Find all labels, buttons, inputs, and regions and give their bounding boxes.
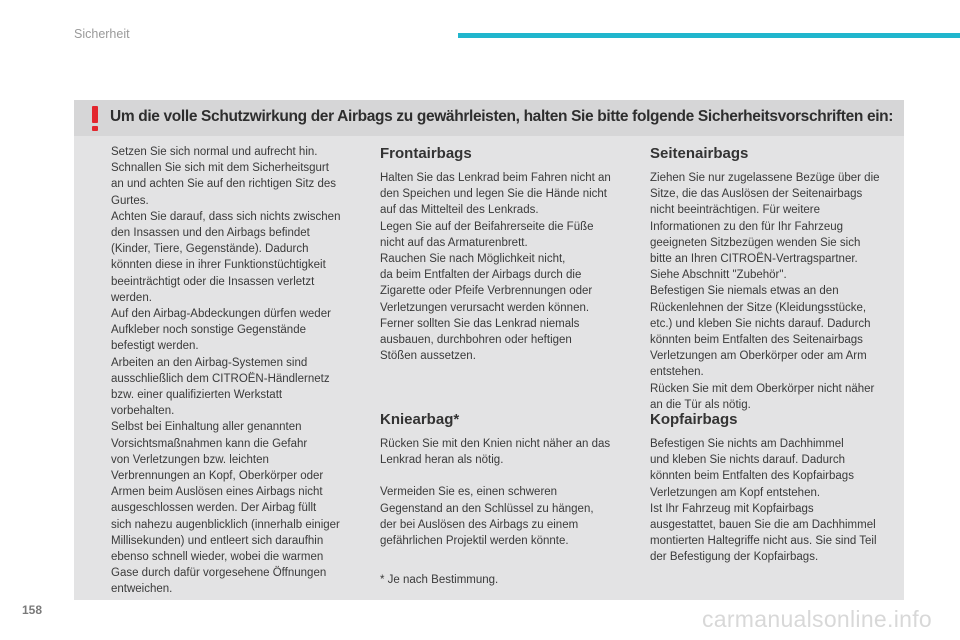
- seitenairbags-line: Siehe Abschnitt "Zubehör".: [650, 269, 787, 282]
- kniearbag-line: Rücken Sie mit den Knien nicht näher an das: [380, 438, 611, 450]
- intro-line: Gurtes.: [111, 194, 149, 207]
- seitenairbags-text: [650, 170, 900, 413]
- kopfairbags-line: montierten Haltegriffe nicht aus. Sie sind Teil: [650, 535, 877, 548]
- section-title: Sicherheit: [74, 27, 130, 41]
- kniearbag-line: Vermeiden Sie es, einen schweren: [380, 486, 558, 499]
- seitenairbags-line: Rückenlehnen der Sitze (Kleidungsstücke,: [650, 301, 867, 314]
- seitenairbags-line: geeigneten Sitzbezügen wenden Sie sich: [650, 236, 861, 249]
- kniearbag-heading: Kniearbag*: [380, 411, 460, 428]
- frontairbags-heading: Frontairbags: [380, 145, 472, 162]
- kopfairbags-text: [650, 436, 900, 566]
- kopfairbags-line: der Befestigung der Kopfairbags.: [650, 551, 819, 564]
- kopfairbags-heading: Kopfairbags: [650, 411, 738, 428]
- page-number: 158: [22, 603, 43, 617]
- panel-title: Um die volle Schutzwirkung der Airbags zu gewährleisten, halten Sie bitte folgende Sicherheitsvorschriften ein:: [110, 108, 894, 125]
- intro-line: werden.: [111, 291, 152, 304]
- intro-text: [111, 144, 357, 598]
- intro-line: Selbst bei Einhaltung aller genannten: [111, 421, 302, 434]
- frontairbags-line: den Speichen und legen Sie die Hände nicht: [380, 188, 607, 201]
- middle-column: [380, 144, 632, 586]
- intro-line: Schnallen Sie sich mit dem Sicherheitsgurt: [111, 162, 329, 175]
- intro-line: Millisekunden) und entleert sich daraufhin: [111, 534, 324, 547]
- kopfairbags-line: Verletzungen am Kopf entstehen.: [650, 486, 821, 499]
- intro-line: an und achten Sie auf den richtigen Sitz des: [111, 178, 337, 191]
- seitenairbags-line: nicht beeinträchtigen. Für weitere: [650, 204, 821, 217]
- intro-line: bzw. einer qualifizierten Werkstatt: [111, 389, 283, 402]
- seitenairbags-line: entstehen.: [650, 366, 704, 379]
- frontairbags-text: [380, 170, 632, 364]
- section-accent-bar: [458, 33, 960, 38]
- kopfairbags-line: Befestigen Sie nichts am Dachhimmel: [650, 438, 844, 450]
- frontairbags-line: Stößen aussetzen.: [380, 350, 476, 363]
- kopfairbags-line: könnten beim Entfalten des Kopfairbags: [650, 470, 854, 483]
- frontairbags-line: Verletzungen verursacht werden können.: [380, 301, 590, 314]
- intro-line: (Kinder, Tiere, Gegenstände). Dadurch: [111, 243, 309, 256]
- right-column: [650, 144, 900, 564]
- intro-line: Armen beim Auslösen eines Airbags nicht: [111, 486, 323, 499]
- frontairbags-line: Zigarette oder Pfeife Verbrennungen oder: [380, 285, 593, 298]
- intro-line: befestigt werden.: [111, 340, 199, 353]
- seitenairbags-line: könnten beim Entfalten des Seitenairbags: [650, 334, 863, 347]
- intro-line: Arbeiten an den Airbag-Systemen sind: [111, 356, 308, 369]
- kopfairbags-line: und kleben Sie nichts darauf. Dadurch: [650, 454, 845, 467]
- intro-line: Achten Sie darauf, dass sich nichts zwischen: [111, 210, 341, 223]
- intro-line: den Insassen und den Airbags befindet: [111, 227, 310, 240]
- seitenairbags-line: Befestigen Sie niemals etwas an den: [650, 285, 839, 298]
- frontairbags-line: Legen Sie auf der Beifahrerseite die Füße: [380, 220, 594, 233]
- kniearbag-paragraph-1: [380, 436, 632, 468]
- kniearbag-text: [380, 436, 632, 549]
- intro-line: beeinträchtigt oder die Insassen verletzt: [111, 275, 315, 288]
- intro-line: Verbrennungen an Kopf, Oberkörper oder: [111, 470, 324, 483]
- seitenairbags-line: Informationen zu den für Ihr Fahrzeug: [650, 220, 844, 233]
- frontairbags-line: auf das Mittelteil des Lenkrads.: [380, 204, 539, 217]
- airbag-safety-panel: [74, 100, 904, 600]
- seitenairbags-heading: Seitenairbags: [650, 145, 749, 162]
- kniearbag-line: gefährlichen Projektil werden könnte.: [380, 535, 569, 548]
- intro-line: sich nahezu augenblicklich (innerhalb einiger: [111, 518, 340, 531]
- intro-line: Auf den Airbag-Abdeckungen dürfen weder: [111, 308, 331, 321]
- intro-line: entweichen.: [111, 583, 173, 596]
- watermark: carmanualsonline.info: [701, 606, 932, 632]
- intro-line: ebenso schnell wieder, wobei die warmen: [111, 551, 324, 564]
- seitenairbags-line: etc.) und kleben Sie nichts darauf. Dadurch: [650, 317, 871, 330]
- frontairbags-line: ausbauen, durchbohren oder heftigen: [380, 334, 572, 347]
- intro-line: vorbehalten.: [111, 405, 175, 418]
- frontairbags-line: Rauchen Sie nach Möglichkeit nicht,: [380, 253, 566, 266]
- kniearbag-line: Lenkrad heran als nötig.: [380, 454, 504, 467]
- intro-line: ausgeschlossen werden. Der Airbag füllt: [111, 502, 317, 515]
- kniearbag-paragraph-2: [380, 484, 632, 549]
- frontairbags-line: nicht auf das Armaturenbrett.: [380, 236, 528, 249]
- kopfairbags-line: ausgestattet, bauen Sie die am Dachhimmel: [650, 519, 876, 532]
- frontairbags-line: Ferner sollten Sie das Lenkrad niemals: [380, 317, 580, 330]
- exclamation-warning-icon: [88, 104, 102, 132]
- frontairbags-line: da beim Entfalten der Airbags durch die: [380, 269, 582, 282]
- seitenairbags-line: an die Tür als nötig.: [650, 398, 751, 411]
- footnote: * Je nach Bestimmung.: [380, 574, 499, 586]
- intro-line: könnten diese in ihrer Funktionstüchtigkeit: [111, 259, 326, 272]
- intro-line: ausschließlich dem CITROËN-Händlernetz: [111, 372, 330, 385]
- seitenairbags-line: bitte an Ihren CITROËN-Vertragspartner.: [650, 253, 858, 266]
- seitenairbags-line: Ziehen Sie nur zugelassene Bezüge über die: [650, 172, 880, 184]
- frontairbags-line: Halten Sie das Lenkrad beim Fahren nicht an: [380, 172, 611, 184]
- seitenairbags-line: Verletzungen am Oberkörper oder am Arm: [650, 350, 867, 363]
- panel-header: [74, 100, 904, 136]
- intro-line: von Verletzungen bzw. leichten: [111, 453, 269, 466]
- seitenairbags-line: Rücken Sie mit dem Oberkörper nicht näher: [650, 382, 875, 395]
- intro-column: [111, 144, 357, 598]
- kniearbag-line: Gegenstand an den Schlüssel zu hängen,: [380, 502, 594, 515]
- intro-line: Vorsichtsmaßnahmen kann die Gefahr: [111, 437, 308, 450]
- seitenairbags-line: Sitze, die das Auslösen der Seitenairbags: [650, 188, 863, 201]
- kopfairbags-line: Ist Ihr Fahrzeug mit Kopfairbags: [650, 502, 814, 515]
- intro-line: Aufkleber noch sonstige Gegenstände: [111, 324, 306, 337]
- kniearbag-line: der bei Auslösen des Airbags zu einem: [380, 518, 579, 531]
- intro-line: Setzen Sie sich normal und aufrecht hin.: [111, 146, 318, 158]
- intro-line: Gase durch dafür vorgesehene Öffnungen: [111, 567, 327, 580]
